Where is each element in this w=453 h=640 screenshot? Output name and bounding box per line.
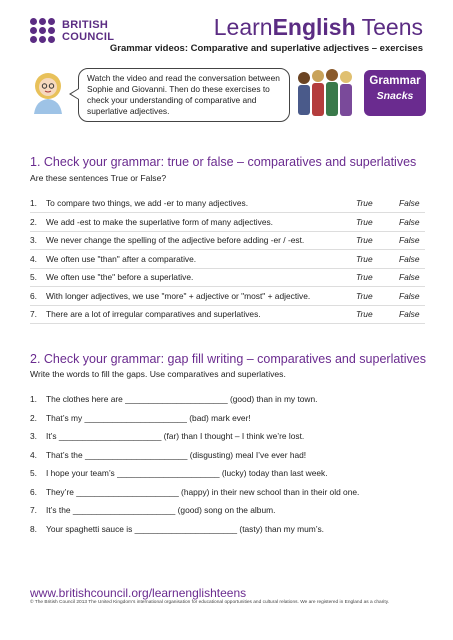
item-number: 5.	[30, 272, 37, 282]
true-option[interactable]: True	[356, 216, 373, 227]
item-text[interactable]: The clothes here are ______________________ (good) than in my town.	[46, 394, 318, 404]
item-number: 2.	[30, 216, 37, 227]
item-text[interactable]: They’re ______________________ (happy) in their new school than in their old one.	[46, 486, 360, 497]
org-line-1: BRITISH	[62, 19, 109, 31]
exercise-row	[30, 447, 425, 465]
item-text: We often use "the" before a superlative.	[46, 272, 194, 282]
true-option[interactable]: True	[356, 198, 373, 208]
brand-learn: Learn	[213, 14, 273, 40]
false-option[interactable]: False	[399, 198, 420, 208]
false-option[interactable]: False	[399, 290, 420, 301]
item-number: 4.	[30, 253, 37, 264]
exercise-row	[30, 232, 425, 250]
exercise-row	[30, 465, 425, 483]
exercise-row	[30, 484, 425, 502]
footer-url[interactable]: www.britishcouncil.org/learnenglishteens	[30, 586, 247, 600]
footer-copyright: © The British Council 2013 The United Kingdom’s international organisation for educational opportunities and cultural relations. We are registered in England as a charity.	[30, 600, 390, 605]
item-number: 4.	[30, 449, 37, 460]
false-option[interactable]: False	[399, 272, 420, 282]
teens-group-illustration	[292, 64, 362, 122]
exercise-row	[30, 391, 425, 409]
learnenglish-teens-logo	[214, 14, 423, 41]
false-option[interactable]: False	[399, 235, 420, 245]
exercise-row	[30, 288, 425, 306]
exercise-row	[30, 251, 425, 269]
item-text[interactable]: Your spaghetti sauce is ______________________ (tasty) than my mum’s.	[46, 523, 324, 534]
exercise-row	[30, 410, 425, 428]
exercise-row	[30, 214, 425, 232]
exercise-row	[30, 269, 425, 287]
section1-title: 1. Check your grammar: true or false – comparatives and superlatives	[30, 155, 417, 169]
exercise-row	[30, 502, 425, 520]
badge-line-2: Snacks	[376, 90, 414, 102]
item-number: 7.	[30, 309, 37, 319]
item-text: To compare two things, we add -er to many adjectives.	[46, 198, 249, 208]
item-text[interactable]: It’s ______________________ (far) than I thought – I think we’re lost.	[46, 431, 305, 441]
item-number: 1.	[30, 198, 37, 208]
item-number: 3.	[30, 431, 37, 441]
item-text[interactable]: That’s the ______________________ (disgusting) meal I’ve ever had!	[46, 449, 307, 460]
item-number: 8.	[30, 523, 37, 534]
exercise-row	[30, 521, 425, 539]
item-text[interactable]: I hope your team’s ______________________ (lucky) today than last week.	[46, 468, 328, 478]
item-number: 3.	[30, 235, 37, 245]
item-number: 2.	[30, 412, 37, 423]
item-text: We add -est to make the superlative form of many adjectives.	[46, 216, 274, 227]
item-number: 6.	[30, 486, 37, 497]
item-text: With longer adjectives, we use "more" + adjective or "most" + adjective.	[46, 290, 311, 301]
badge-line-1: Grammar	[369, 75, 421, 87]
item-number: 1.	[30, 394, 37, 404]
item-number: 6.	[30, 290, 37, 301]
section1-instruction: Are these sentences True or False?	[30, 173, 167, 183]
org-line-2: COUNCIL	[62, 31, 115, 43]
item-text: We never change the spelling of the adjective before adding -er / -est.	[46, 235, 305, 245]
item-number: 5.	[30, 468, 37, 478]
false-option[interactable]: False	[399, 216, 420, 227]
false-option[interactable]: False	[399, 253, 420, 264]
section2-title: 2. Check your grammar: gap fill writing – comparatives and superlatives	[30, 352, 427, 366]
british-council-name	[62, 19, 114, 43]
item-text: There are a lot of irregular comparatives and superlatives.	[46, 309, 261, 319]
sophie-avatar-icon	[26, 68, 70, 114]
true-option[interactable]: True	[356, 235, 373, 245]
true-option[interactable]: True	[356, 309, 373, 319]
false-option[interactable]: False	[399, 309, 420, 319]
item-number: 7.	[30, 505, 37, 515]
document-title: Grammar videos: Comparative and superlative adjectives – exercises	[109, 43, 423, 54]
exercise-row	[30, 306, 425, 324]
item-text[interactable]: It’s the ______________________ (good) song on the album.	[46, 505, 276, 515]
speech-bubble-tail-fill	[71, 89, 79, 99]
exercise-row	[30, 195, 425, 213]
exercise-row	[30, 428, 425, 446]
grammar-snacks-badge	[364, 70, 426, 116]
brand-english: English	[272, 14, 356, 40]
item-text: We often use "than" after a comparative.	[46, 253, 197, 264]
true-option[interactable]: True	[356, 290, 373, 301]
section2-instruction: Write the words to fill the gaps. Use comparatives and superlatives.	[30, 369, 286, 379]
true-option[interactable]: True	[356, 272, 373, 282]
intro-speech-bubble: Watch the video and read the conversation between Sophie and Giovanni. Then do these exercises to check your understanding of comparative and superlative adjectives.	[78, 68, 290, 122]
british-council-dots-icon	[30, 18, 56, 44]
item-text[interactable]: That’s my ______________________ (bad) mark ever!	[46, 412, 251, 423]
true-option[interactable]: True	[356, 253, 373, 264]
brand-teens: Teens	[355, 14, 423, 40]
